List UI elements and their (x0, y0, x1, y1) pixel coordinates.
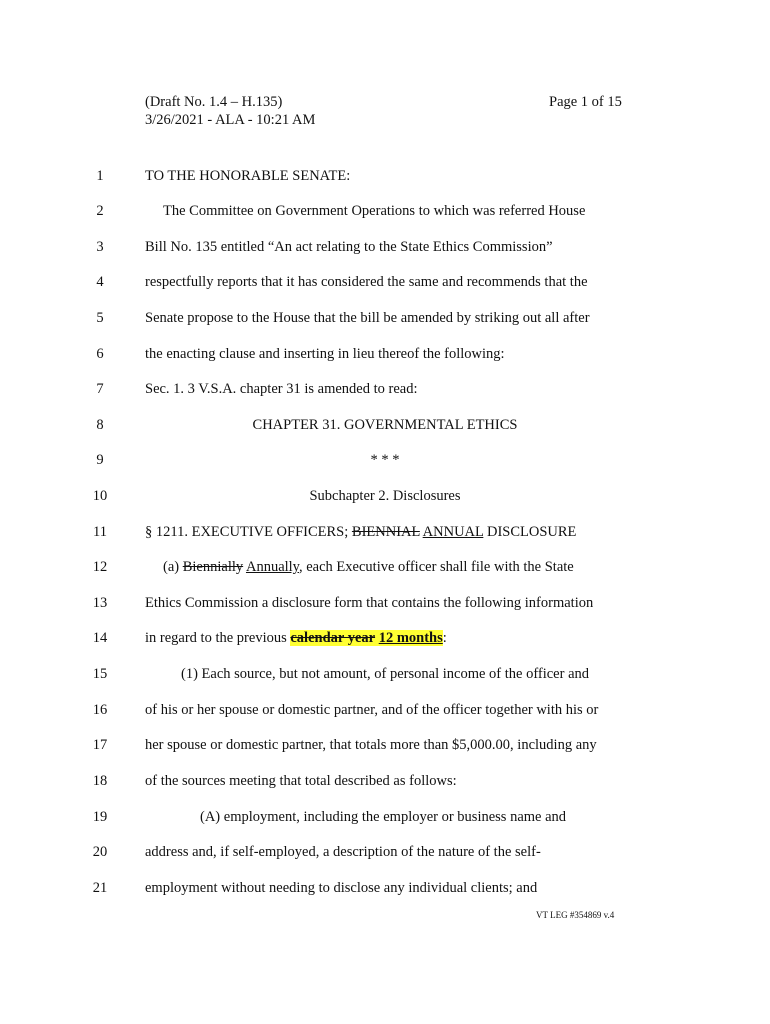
document-line (0, 165, 770, 187)
deleted-text: Biennially (182, 559, 244, 575)
line-number: 7 (96, 381, 104, 397)
line-number: 4 (96, 274, 104, 290)
line-number: 1 (96, 168, 104, 184)
line-number: 14 (92, 630, 108, 646)
line-number: 9 (96, 452, 104, 468)
text-run: DISCLOSURE (483, 524, 577, 540)
text-run: : (442, 630, 447, 646)
document-line (0, 592, 770, 614)
draft-datetime: 3/26/2021 - ALA - 10:21 AM (145, 112, 316, 128)
line-number: 2 (96, 203, 104, 219)
line-number: 21 (92, 880, 108, 896)
line-number: 5 (96, 310, 104, 326)
document-line (0, 414, 770, 436)
document-line (0, 734, 770, 756)
page-number: Page 1 of 15 (549, 94, 622, 110)
document-line (0, 663, 770, 685)
document-header-left (145, 93, 315, 129)
line-text: Sec. 1. 3 V.S.A. chapter 31 is amended to read: (145, 381, 418, 397)
document-line (0, 200, 770, 222)
document-line (0, 627, 770, 649)
line-number: 17 (92, 737, 108, 753)
document-line (0, 877, 770, 899)
line-number: 8 (96, 417, 104, 433)
document-line (0, 806, 770, 828)
document-line (0, 271, 770, 293)
line-text: of his or her spouse or domestic partner, and of the officer together with his or (145, 702, 599, 718)
document-line (0, 521, 770, 543)
inserted-text: 12 months (378, 630, 443, 646)
line-text: Ethics Commission a disclosure form that contains the following information (145, 595, 594, 611)
line-text: (1) Each source, but not amount, of personal income of the officer and (181, 666, 590, 682)
text-run: in regard to the previous (145, 630, 291, 646)
line-text: respectfully reports that it has considered the same and recommends that the (145, 274, 588, 290)
chapter-heading: CHAPTER 31. GOVERNMENTAL ETHICS (252, 417, 518, 433)
line-text: Senate propose to the House that the bill be amended by striking out all after (145, 310, 590, 326)
line-text (163, 556, 574, 578)
line-number: 19 (92, 809, 108, 825)
text-run: § 1211. EXECUTIVE OFFICERS; (145, 524, 352, 540)
line-text: employment without needing to disclose any individual clients; and (145, 880, 538, 896)
line-number: 16 (92, 702, 108, 718)
inserted-text: Annually (245, 559, 299, 575)
document-line (0, 378, 770, 400)
document-line (0, 307, 770, 329)
deleted-text: BIENNIAL (351, 524, 420, 540)
document-line (0, 699, 770, 721)
line-text: The Committee on Government Operations to which was referred House (163, 203, 586, 219)
line-number: 20 (92, 844, 108, 860)
line-number: 12 (92, 559, 108, 575)
draft-number: (Draft No. 1.4 – H.135) (145, 94, 283, 110)
document-line (0, 770, 770, 792)
section-separator: * * * (370, 452, 400, 468)
inserted-text: ANNUAL (422, 524, 484, 540)
line-text (145, 627, 447, 649)
line-text: of the sources meeting that total described as follows: (145, 773, 457, 789)
document-line (0, 449, 770, 471)
document-line (0, 841, 770, 863)
line-text: the enacting clause and inserting in lieu thereof the following: (145, 346, 505, 362)
deleted-text: calendar year (290, 630, 376, 646)
line-text: (A) employment, including the employer or business name and (200, 809, 567, 825)
document-line (0, 556, 770, 578)
line-number: 11 (93, 524, 107, 540)
subchapter-heading: Subchapter 2. Disclosures (309, 488, 461, 504)
line-text: Bill No. 135 entitled “An act relating to the State Ethics Commission” (145, 239, 553, 255)
line-text (145, 521, 576, 543)
line-text: address and, if self-employed, a description of the nature of the self- (145, 844, 541, 860)
document-line (0, 343, 770, 365)
line-number: 6 (96, 346, 104, 362)
document-line (0, 485, 770, 507)
line-number: 13 (92, 595, 108, 611)
line-text: her spouse or domestic partner, that totals more than $5,000.00, including any (145, 737, 597, 753)
document-footer: VT LEG #354869 v.4 (536, 910, 615, 920)
text-run: , each Executive officer shall file with the State (299, 559, 574, 575)
text-run: (a) (163, 559, 183, 575)
line-text: TO THE HONORABLE SENATE: (145, 168, 351, 184)
line-number: 3 (96, 239, 104, 255)
line-number: 18 (92, 773, 108, 789)
document-line (0, 236, 770, 258)
line-number: 15 (92, 666, 108, 682)
line-number: 10 (92, 488, 108, 504)
